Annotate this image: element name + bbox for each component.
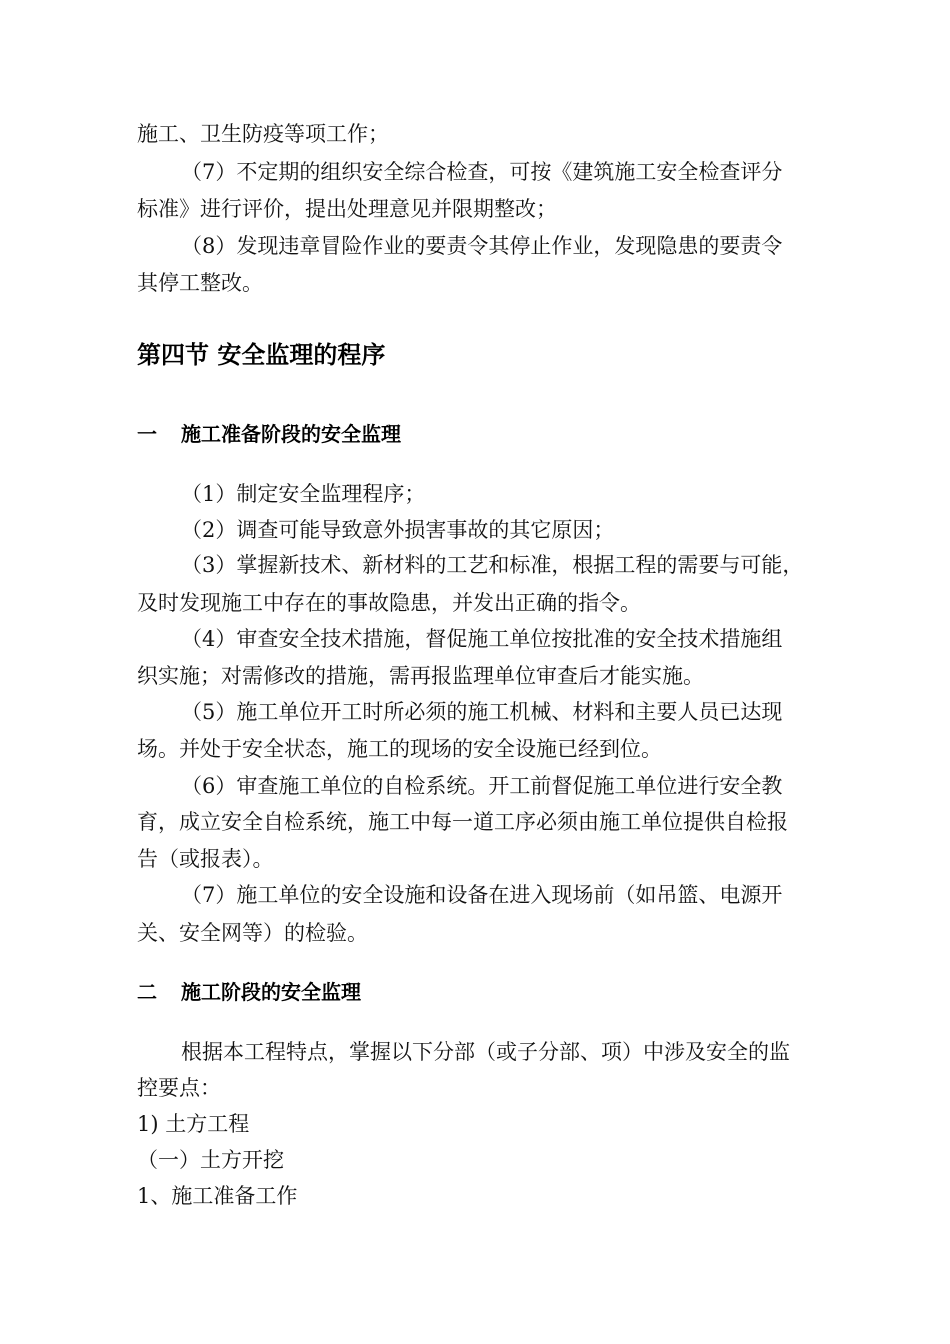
- paragraph-line: 其停工整改。: [137, 271, 263, 295]
- list-item: （1）制定安全监理程序；: [181, 482, 426, 506]
- subsection-number: 一: [137, 422, 157, 446]
- list-item: （2）调查可能导致意外损害事故的其它原因；: [181, 518, 615, 542]
- list-item: 1) 土方工程: [137, 1112, 250, 1136]
- list-item: （7）施工单位的安全设施和设备在进入现场前（如吊篮、电源开: [181, 883, 783, 907]
- paragraph-line: 标准》进行评价，提出处理意见并限期整改；: [137, 197, 557, 221]
- subsection-heading: [137, 979, 361, 1005]
- paragraph-line: 告（或报表）。: [137, 847, 274, 871]
- list-item: （5）施工单位开工时所必须的施工机械、材料和主要人员已达现: [181, 700, 783, 724]
- paragraph-line: （7）不定期的组织安全综合检查，可按《建筑施工安全检查评分: [181, 160, 783, 184]
- subsection-title: 施工阶段的安全监理: [181, 980, 361, 1004]
- subsection-title: 施工准备阶段的安全监理: [181, 422, 401, 446]
- paragraph-line: （8）发现违章冒险作业的要责令其停止作业，发现隐患的要责令: [181, 234, 783, 258]
- list-item: 1、施工准备工作: [137, 1184, 298, 1208]
- subsection-number: 二: [137, 980, 157, 1004]
- paragraph-line: 施工、卫生防疫等项工作；: [137, 122, 389, 146]
- paragraph-line: 控要点：: [137, 1076, 221, 1100]
- list-item: （6）审查施工单位的自检系统。开工前督促施工单位进行安全教: [181, 774, 783, 798]
- subsection-heading: [137, 421, 401, 447]
- paragraph-line: 及时发现施工中存在的事故隐患，并发出正确的指令。: [137, 591, 641, 615]
- paragraph-line: 场。并处于安全状态，施工的现场的安全设施已经到位。: [137, 737, 662, 761]
- section-title: 第四节 安全监理的程序: [137, 341, 386, 369]
- paragraph-line: 织实施；对需修改的措施，需再报监理单位审查后才能实施。: [137, 664, 704, 688]
- list-item: （4）审查安全技术措施，督促施工单位按批准的安全技术措施组: [181, 627, 783, 651]
- paragraph-line: 根据本工程特点，掌握以下分部（或子分部、项）中涉及安全的监: [181, 1040, 790, 1064]
- list-item: （一）土方开挖: [137, 1148, 284, 1172]
- list-item: （3）掌握新技术、新材料的工艺和标准，根据工程的需要与可能，: [181, 553, 804, 577]
- paragraph-line: 育，成立安全自检系统，施工中每一道工序必须由施工单位提供自检报: [137, 810, 788, 834]
- paragraph-line: 关、安全网等）的检验。: [137, 921, 368, 945]
